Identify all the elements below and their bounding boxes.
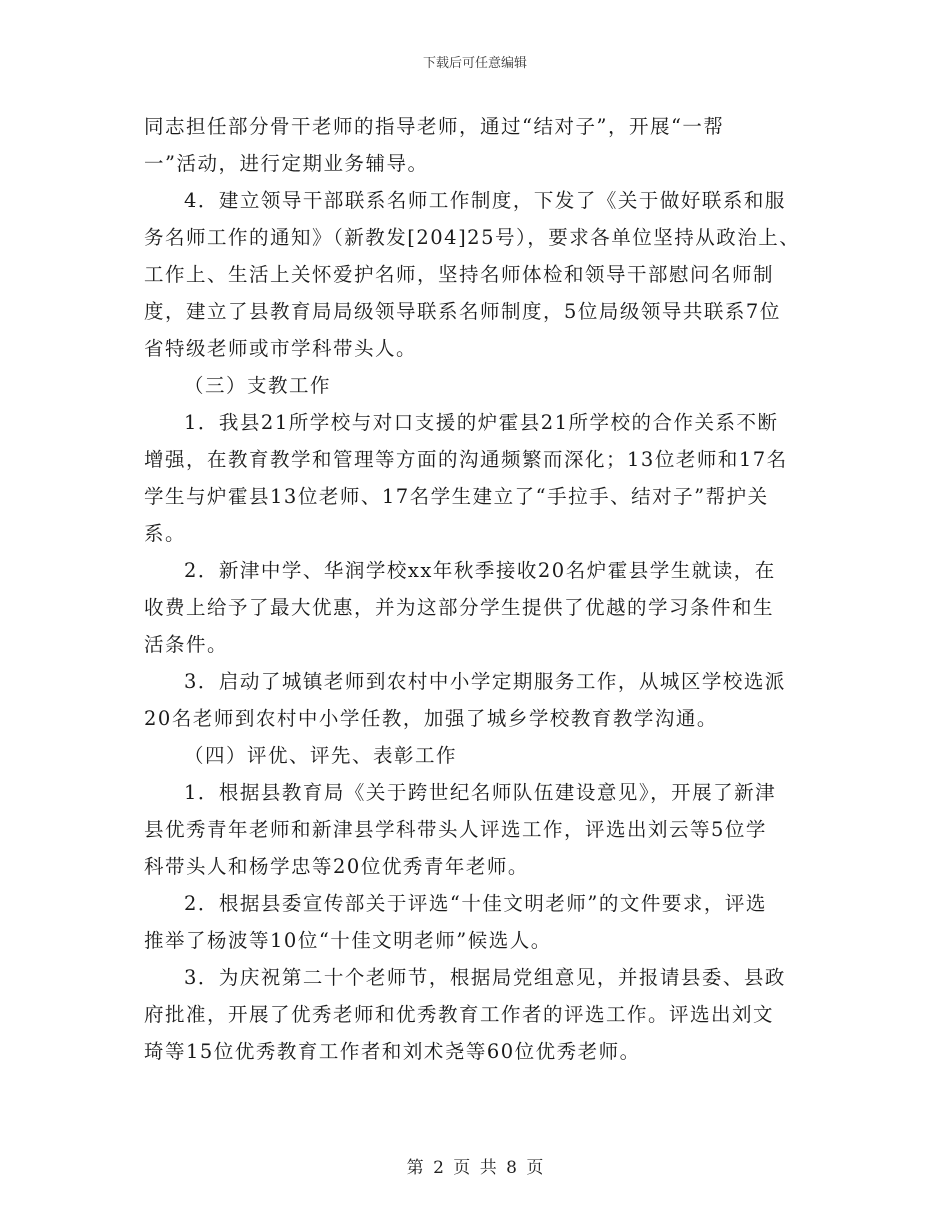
text-line: 县优秀青年老师和新津县学科带头人评选工作，评选出刘云等5位学 <box>144 818 767 841</box>
text-line: 系。 <box>144 522 187 545</box>
text-line: （四）评优、评先、表彰工作 <box>184 744 458 767</box>
text-line: 琦等15位优秀教育工作者和刘术尧等60位优秀老师。 <box>144 1040 641 1063</box>
text-line: 推举了杨波等10位“十佳文明老师”候选人。 <box>144 929 552 952</box>
text-line: 度，建立了县教育局局级领导联系名师制度，5位局级领导共联系7位 <box>144 300 781 323</box>
text-line: 增强，在教育教学和管理等方面的沟通频繁而深化；13位老师和17名 <box>144 448 788 471</box>
text-line: 学生与炉霍县13位老师、17名学生建立了“手拉手、结对子”帮护关 <box>144 485 769 508</box>
text-line: 省特级老师或市学科带头人。 <box>144 337 418 360</box>
text-line: 1．根据县教育局《关于跨世纪名师队伍建设意见》，开展了新津 <box>184 781 777 804</box>
text-line: 务名师工作的通知》（新教发[204]25号），要求各单位坚持从政治上、 <box>144 226 801 249</box>
text-line: 一”活动，进行定期业务辅导。 <box>144 152 429 175</box>
text-line: 3．为庆祝第二十个老师节，根据局党组意见，并报请县委、县政 <box>184 966 786 989</box>
text-line: 1．我县21所学校与对口支援的炉霍县21所学校的合作关系不断 <box>184 411 779 434</box>
text-line: 同志担任部分骨干老师的指导老师，通过“结对子”，开展“一帮 <box>144 115 725 138</box>
text-line: 20名老师到农村中小学任教，加强了城乡学校教育教学沟通。 <box>144 707 718 730</box>
text-line: 工作上、生活上关怀爱护名师，坚持名师体检和领导干部慰问名师制 <box>144 263 775 286</box>
text-line: （三）支教工作 <box>184 374 332 397</box>
text-line: 3．启动了城镇老师到农村中小学定期服务工作，从城区学校选派 <box>184 670 786 693</box>
text-line: 活条件。 <box>144 633 229 656</box>
page-footer: 第 2 页 共 8 页 <box>406 1158 544 1178</box>
text-line: 2．新津中学、华润学校xx年秋季接收20名炉霍县学生就读，在 <box>184 559 776 582</box>
text-line: 收费上给予了最大优惠，并为这部分学生提供了优越的学习条件和生 <box>144 596 775 619</box>
text-line: 2．根据县委宣传部关于评选“十佳文明老师”的文件要求，评选 <box>184 892 767 915</box>
document-body <box>144 108 809 1070</box>
text-line: 4．建立领导干部联系名师工作制度，下发了《关于做好联系和服 <box>184 189 786 212</box>
text-line: 府批准，开展了优秀老师和优秀教育工作者的评选工作。评选出刘文 <box>144 1003 775 1026</box>
text-line: 科带头人和杨学忠等20位优秀青年老师。 <box>144 855 529 878</box>
page-header: 下载后可任意编辑 <box>422 56 527 71</box>
